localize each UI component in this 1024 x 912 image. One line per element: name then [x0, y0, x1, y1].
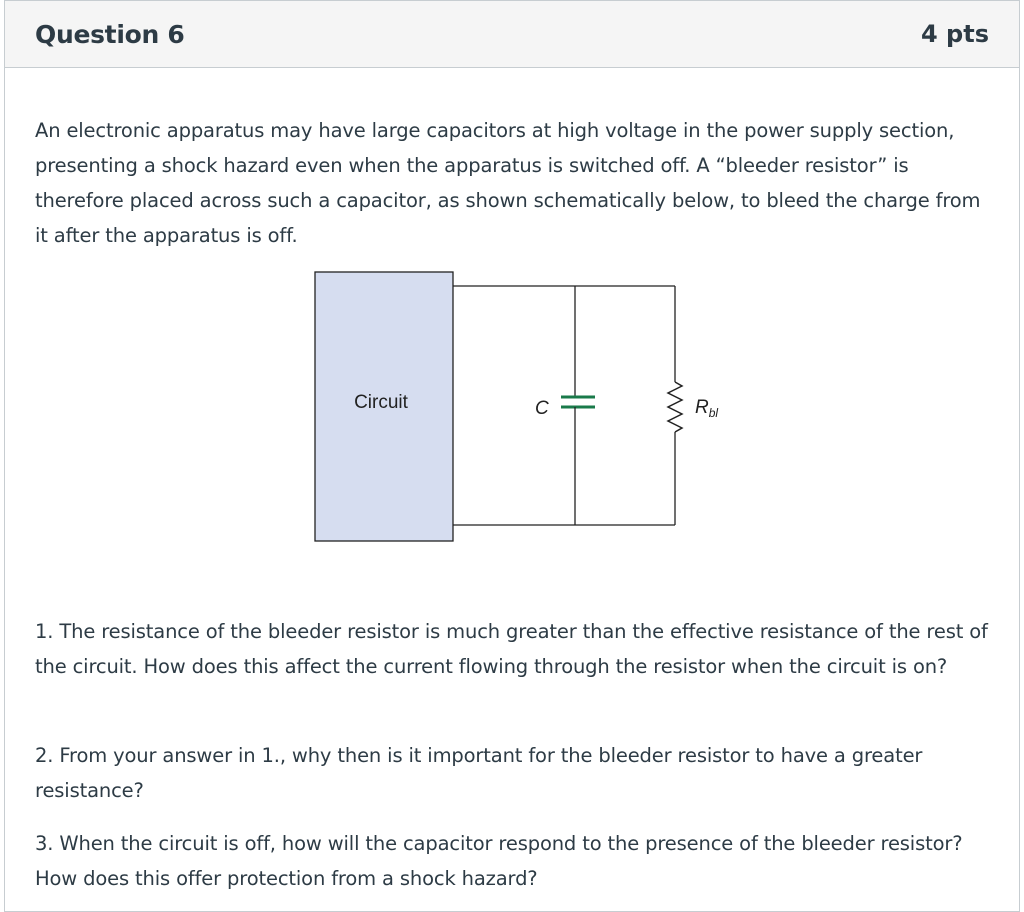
question-header: [5, 1, 1019, 68]
bleeder-resistor-schematic: [305, 266, 725, 551]
question-card: [4, 0, 1020, 912]
question-part-3: 3. When the circuit is off, how will the capacitor respond to the presence of the bleeder resistor? How does this offer protection from a shock hazard?: [35, 832, 963, 890]
resistor-label: [695, 397, 718, 420]
capacitor-label: C: [535, 398, 549, 419]
resistor-label-subscript: bl: [708, 406, 719, 420]
circuit-label: Circuit: [354, 392, 408, 413]
resistor-label-main: R: [695, 397, 709, 418]
question-part-2: 2. From your answer in 1., why then is it important for the bleeder resistor to have a greater resistance?: [35, 744, 923, 802]
question-intro: An electronic apparatus may have large capacitors at high voltage in the power supply section, presenting a shock hazard even when the apparatus is switched off. A “bleeder resistor” is therefore placed across such a capacitor, as shown schematically below, to bleed the charge from it after the apparatus is off.: [35, 119, 981, 247]
question-points: 4 pts: [921, 20, 989, 48]
capacitor-symbol: [561, 286, 595, 525]
question-part-1: 1. The resistance of the bleeder resistor is much greater than the effective resistance of the rest of the circuit. How does this affect the current flowing through the resistor when the circuit is on?: [35, 620, 988, 678]
question-title: Question 6: [35, 19, 185, 49]
resistor-symbol: [668, 286, 682, 525]
